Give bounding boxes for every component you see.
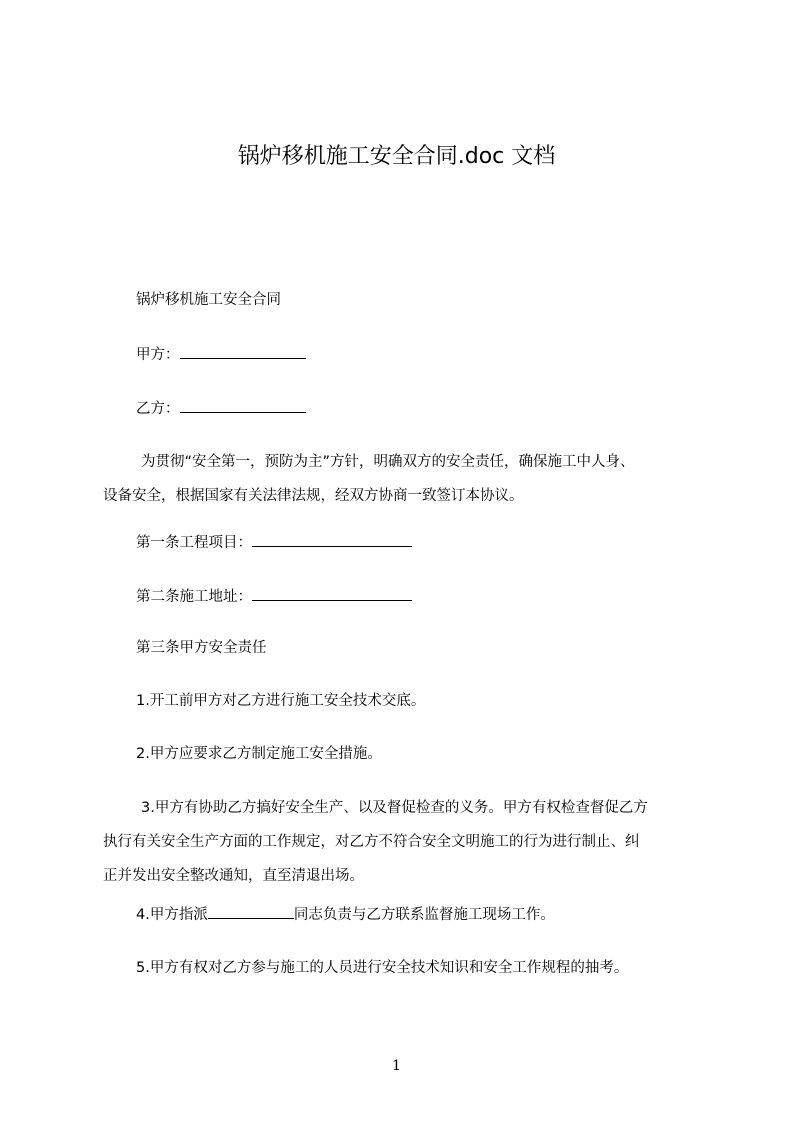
item-4-line <box>136 904 555 925</box>
item-3-paragraph <box>103 791 703 893</box>
article-2-line <box>136 586 412 607</box>
party-a-label: 甲方： <box>136 347 180 363</box>
item-2: 2.甲方应要求乙方制定施工安全措施。 <box>136 746 382 762</box>
page-number: 1 <box>392 1058 401 1074</box>
intro-line-2: 设备安全，根据国家有关法律法规，经双方协商一致签订本协议。 <box>103 488 524 504</box>
party-b-line <box>136 398 306 419</box>
article-3-heading: 第三条甲方安全责任 <box>136 640 267 656</box>
article-2-label: 第二条施工地址： <box>136 589 252 605</box>
contract-heading: 锅炉移机施工安全合同 <box>136 292 281 308</box>
intro-paragraph <box>103 445 703 513</box>
item-4-prefix: 4.甲方指派 <box>136 907 208 923</box>
item-5: 5.甲方有权对乙方参与施工的人员进行安全技术知识和安全工作规程的抽考。 <box>136 960 629 976</box>
party-b-label: 乙方： <box>136 401 180 417</box>
party-a-blank <box>180 344 306 359</box>
article-2-blank <box>252 586 412 601</box>
item-4-blank <box>208 904 294 919</box>
article-1-line <box>136 532 412 553</box>
item-3-line-3: 正并发出安全整改通知，直至清退出场。 <box>103 868 364 884</box>
item-3-line-2: 执行有关安全生产方面的工作规定，对乙方不符合安全文明施工的行为进行制止、纠 <box>103 834 640 850</box>
article-1-blank <box>252 532 412 547</box>
item-1: 1.开工前甲方对乙方进行施工安全技术交底。 <box>136 693 426 709</box>
party-b-blank <box>180 398 306 413</box>
item-3-line-1: 3.甲方有协助乙方搞好安全生产、以及督促检查的义务。甲方有权检查督促乙方 <box>141 800 648 816</box>
intro-line-1: 为贯彻“安全第一，预防为主”方针，明确双方的安全责任，确保施工中人身、 <box>141 454 635 470</box>
document-title: 锅炉移机施工安全合同.doc 文档 <box>237 144 556 169</box>
article-1-label: 第一条工程项目： <box>136 535 252 551</box>
party-a-line <box>136 344 306 365</box>
item-4-suffix: 同志负责与乙方联系监督施工现场工作。 <box>293 907 555 923</box>
